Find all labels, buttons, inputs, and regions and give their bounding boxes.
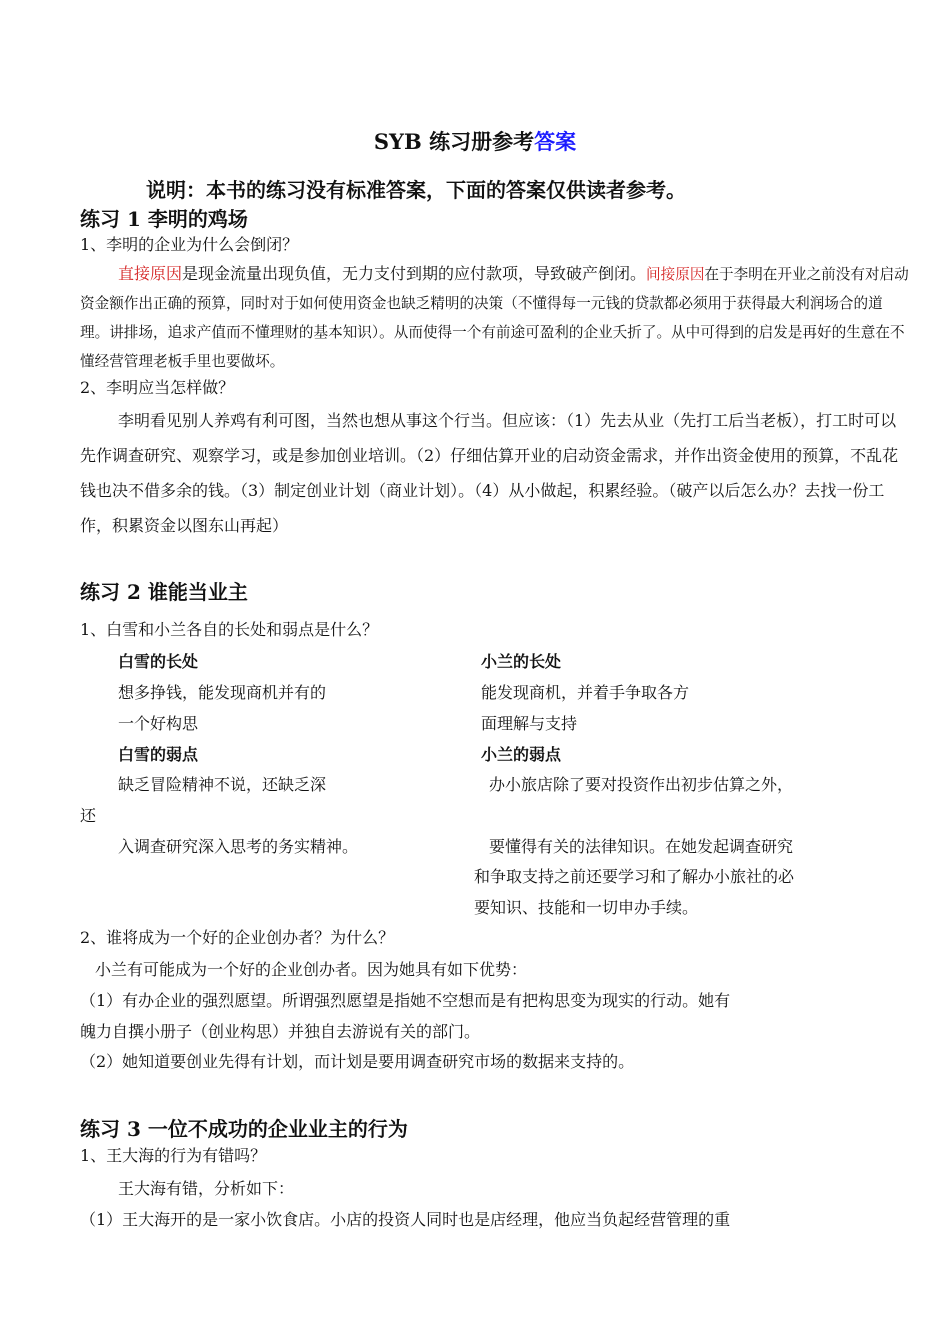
xiaolan-weakness-label: 小兰的弱点	[481, 745, 562, 764]
xiaolan-weakness-line-1: 办小旅店除了要对投资作出初步估算之外，	[489, 775, 794, 794]
exercise-3-heading: 练习 3 一位不成功的企业业主的行为	[80, 1117, 408, 1141]
exercise-1-answer-1	[80, 259, 910, 376]
xiaolan-weakness-line-3: 和争取支持之前还要学习和了解办小旅社的必	[474, 867, 795, 886]
exercise-2-answer-intro: 小兰有可能成为一个好的企业创办者。因为她具有如下优势：	[95, 960, 528, 979]
exercise-2-question-1: 1、白雪和小兰各自的长处和弱点是什么？	[80, 620, 379, 639]
baixue-strength-label: 白雪的长处	[118, 652, 199, 671]
indirect-cause-label: 间接原因	[646, 266, 705, 283]
exercise-2-answer-point-1a: （1）有办企业的强烈愿望。所谓强烈愿望是指她不空想而是有把构思变为现实的行动。她有	[80, 991, 731, 1010]
exercise-1-question-2: 2、李明应当怎样做？	[80, 378, 235, 397]
exercise-2-answer-point-2: （2）她知道要创业先得有计划，而计划是要用调查研究市场的数据来支持的。	[80, 1052, 635, 1071]
baixue-weakness-line-2: 还	[80, 806, 97, 825]
baixue-weakness-line-1: 缺乏冒险精神不说，还缺乏深	[118, 775, 327, 794]
xiaolan-strength-label: 小兰的长处	[481, 652, 562, 671]
direct-cause-text: 是现金流量出现负值，无力支付到期的应付款项，导致破产倒闭。	[182, 264, 647, 283]
exercise-1-question-1: 1、李明的企业为什么会倒闭？	[80, 235, 299, 254]
exercise-3-question-1: 1、王大海的行为有错吗？	[80, 1146, 267, 1165]
exercise-2-answer-point-1b: 魄力自撰小册子（创业构思）并独自去游说有关的部门。	[80, 1022, 481, 1041]
baixue-weakness-line-3: 入调查研究深入思考的务实精神。	[118, 837, 359, 856]
baixue-weakness-label: 白雪的弱点	[118, 745, 199, 764]
xiaolan-strength-line-1: 能发现商机，并着手争取各方	[481, 683, 690, 702]
exercise-1-answer-2: 李明看见别人养鸡有利可图，当然也想从事这个行当。但应该：（1）先去从业（先打工后当老板），打工时可以先作调查研究、观察学习，或是参加创业培训。（2）仔细估算开业的启动资金需求，并作出资金使用的预算，不乱花钱也决不借多余的钱。（3）制定创业计划（商业计划）。（4）从小做起，积累经验。（破产以后怎么办？去找一份工作，积累资金以图东山再起）	[80, 411, 899, 535]
title-highlight: 答案	[534, 129, 577, 154]
xiaolan-weakness-line-2: 要懂得有关的法律知识。在她发起调查研究	[489, 837, 794, 856]
page-title	[0, 126, 950, 156]
xiaolan-weakness-line-4: 要知识、技能和一切申办手续。	[474, 898, 699, 917]
exercise-3-answer-intro: 王大海有错，分析如下：	[118, 1179, 295, 1198]
exercise-1-heading: 练习 1 李明的鸡场	[80, 207, 248, 231]
baixue-strength-line-2: 一个好构思	[118, 714, 199, 733]
exercise-2-heading: 练习 2 谁能当业主	[80, 580, 248, 604]
exercise-3-answer-point-1: （1）王大海开的是一家小饮食店。小店的投资人同时也是店经理，他应当负起经营管理的重	[80, 1210, 731, 1229]
title-main: SYB 练习册参考	[373, 129, 535, 154]
indirect-cause-text: 在于李明在开业之前没有对启动资金额作出正确的预算，同时对于如何使用资金也缺乏精明的决策（不懂得每一元钱的贷款都必须用于获得最大利润场合的道理。讲排场，追求产值而不懂理财的基本知识）。从而使得一个有前途可盈利的企业夭折了。从中可得到的启发是再好的生意在不懂经营管理老板手里也要做坏。	[80, 266, 909, 370]
exercise-2-question-2: 2、谁将成为一个好的企业创办者？为什么？	[80, 928, 395, 947]
direct-cause-label: 直接原因	[118, 264, 183, 283]
xiaolan-strength-line-2: 面理解与支持	[481, 714, 578, 733]
baixue-strength-line-1: 想多挣钱，能发现商机并有的	[118, 683, 327, 702]
intro-note: 说明：本书的练习没有标准答案，下面的答案仅供读者参考。	[146, 178, 686, 202]
